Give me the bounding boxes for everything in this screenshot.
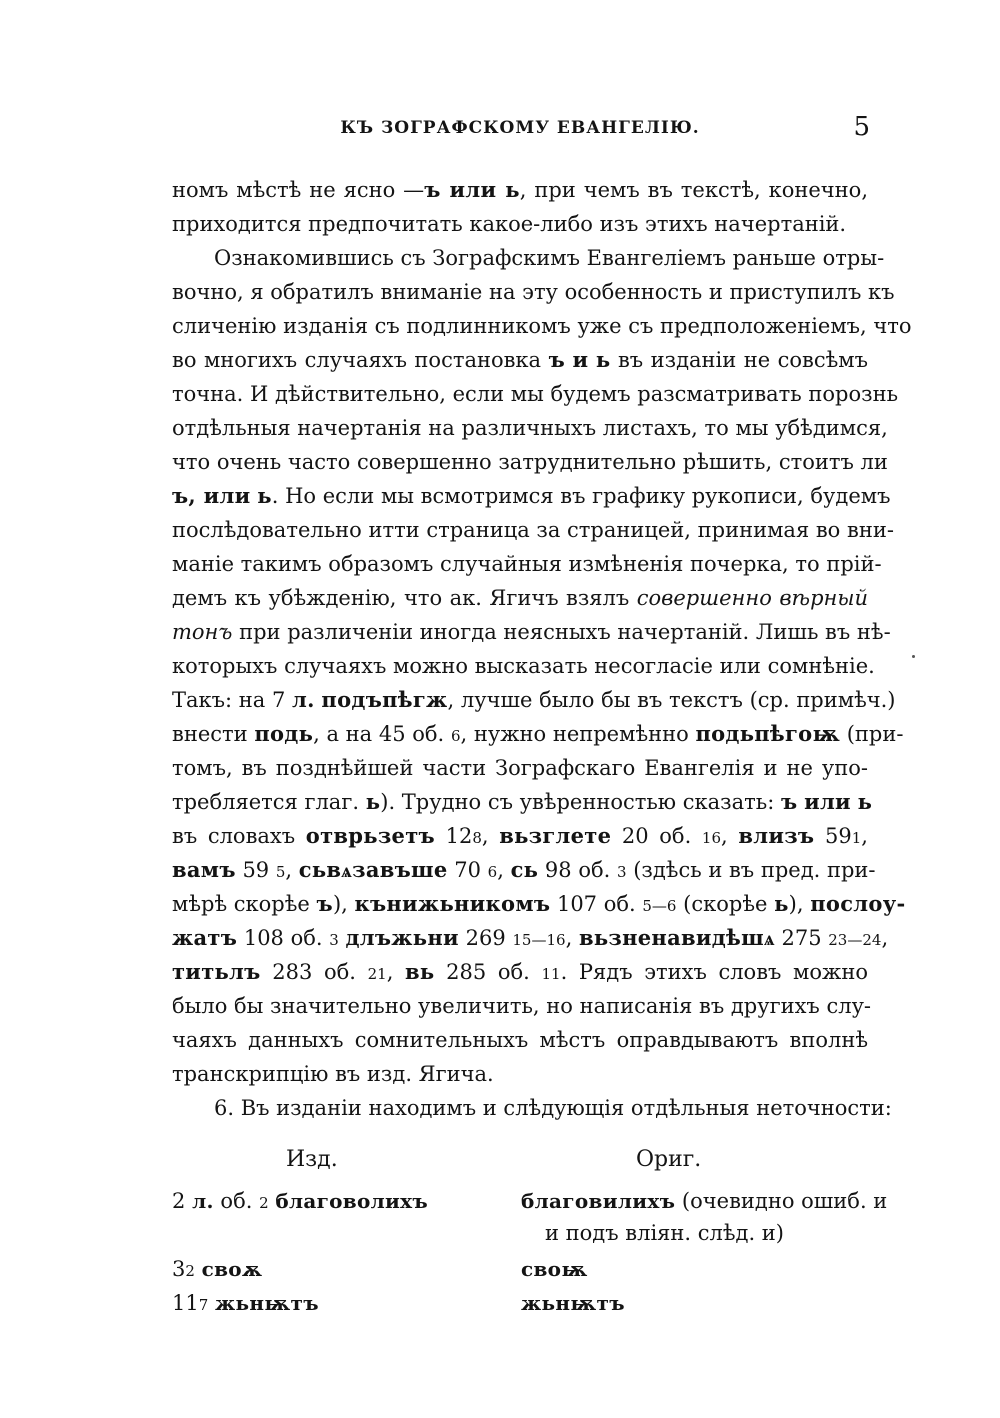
italic-phrase: совершенно вѣрный <box>636 586 868 610</box>
note-text: (очевидно ошиб. и <box>681 1189 888 1213</box>
ocs-letter: ъ <box>172 483 189 508</box>
text-line-5: сличенію изданія съ подлинникомъ уже съ предположеніемъ, что <box>172 314 912 338</box>
text-line-13 <box>172 581 868 615</box>
text-run: внести <box>172 722 248 746</box>
edition-reading: своѫ <box>201 1257 263 1281</box>
ocs-word: титьлъ <box>172 959 261 984</box>
folio-number: 59 <box>825 824 852 848</box>
text-line-25: было бы значительно увеличить, но написанія въ другихъ слу- <box>172 994 872 1018</box>
paper-speck <box>912 655 915 658</box>
text-line-2: приходится предпочитать какое-либо изъ этихъ начертаній. <box>172 212 847 236</box>
line-number: 3 <box>616 863 627 881</box>
line-number: 5 <box>275 863 286 881</box>
ocs-letter: ь <box>857 789 873 814</box>
original-reading: жьнѭтъ <box>521 1291 625 1315</box>
text-line-16 <box>172 683 896 717</box>
text-run: , а на 45 об. <box>313 722 445 746</box>
line-number: 7 <box>198 1296 209 1314</box>
text-line-9: что очень часто совершенно затруднительно рѣшить, стоитъ ли <box>172 450 888 474</box>
text-run: въ словахъ <box>172 824 296 848</box>
text-run: об. <box>220 1189 253 1213</box>
text-run: Такъ: на 7 <box>172 688 286 712</box>
folio-number: 275 <box>781 926 822 950</box>
text-run: , <box>565 926 573 950</box>
text-line-1 <box>172 173 868 207</box>
text-run: требляется глаг. <box>172 790 359 814</box>
folio-number: 59 <box>242 858 270 882</box>
text-line-22 <box>172 887 906 921</box>
text-line-12: маніе такимъ образомъ случайныя измѣненія почерка, то прій- <box>172 552 882 576</box>
folio-number: 70 <box>454 858 481 882</box>
text-run: ). Трудно съ увѣренностью сказать: <box>380 790 775 814</box>
ocs-word: подь <box>254 721 314 746</box>
ocs-letter: ь <box>774 891 789 916</box>
running-title: КЪ ЗОГРАФСКОМУ ЕВАНГЕЛІЮ. <box>340 118 700 138</box>
edition-reading: благоволихъ <box>275 1189 429 1213</box>
text-line-24 <box>172 955 868 989</box>
ocs-word: вьзненавидѣшѧ <box>578 925 775 950</box>
italic-phrase: тонъ <box>172 620 233 644</box>
text-line-20 <box>172 819 868 853</box>
folio-number: 20 об. <box>621 824 692 848</box>
text-line-14 <box>172 615 891 649</box>
text-line-6 <box>172 343 868 377</box>
ocs-letter: ъ <box>548 347 565 372</box>
text-run: , <box>285 858 293 882</box>
table-header-edition: Изд. <box>286 1147 338 1172</box>
text-run: , <box>481 824 489 848</box>
ocs-word: жатъ <box>172 925 238 950</box>
line-number: 16 <box>701 829 722 847</box>
ocs-word: вамъ <box>172 857 236 882</box>
folio-number: 269 <box>465 926 506 950</box>
text-line-28: 6. Въ изданіи находимъ и слѣдующія отдѣльныя неточности: <box>214 1096 892 1120</box>
text-run: , или <box>188 483 251 508</box>
ocs-word: отврьзетъ <box>305 823 435 848</box>
table-header-original: Ориг. <box>636 1147 702 1172</box>
ocs-word: подъпѣгж <box>321 687 448 712</box>
page-number: 5 <box>853 112 870 142</box>
text-run: (скорѣе <box>683 892 768 916</box>
text-line-21 <box>172 853 876 887</box>
line-number: 5—6 <box>642 897 677 915</box>
line-number: 2 <box>259 1194 269 1212</box>
line-number: 6 <box>450 727 461 745</box>
folio-number: 285 об. <box>446 960 530 984</box>
line-number: 11 <box>541 965 561 983</box>
text-line-4: вочно, я обратилъ вниманіе на эту особенность и приступилъ къ <box>172 280 895 304</box>
ocs-word: подьпѣгоѭ <box>695 721 841 746</box>
ocs-word: вь <box>405 959 435 984</box>
text-line-10 <box>172 479 891 513</box>
text-run: и <box>572 347 589 372</box>
text-line-17 <box>172 717 904 751</box>
folio-number: 108 об. <box>243 926 323 950</box>
text-line-15: которыхъ случаяхъ можно высказать несогласіе или сомнѣніе. <box>172 654 875 678</box>
ocs-word: послоу- <box>810 891 906 916</box>
text-run: (при- <box>846 722 904 746</box>
text-run: , нужно непремѣнно <box>460 722 689 746</box>
text-run: . Рядъ этихъ словъ можно <box>560 960 868 984</box>
text-run: . Но если мы всмотримся въ графику рукописи, будемъ <box>271 484 891 508</box>
ocs-letter: ъ <box>316 891 333 916</box>
line-number: 23—24 <box>828 931 882 949</box>
folio-number: 107 об. <box>556 892 636 916</box>
line-number: 21 <box>367 965 387 983</box>
ocs-abbrev: л. <box>192 1189 214 1213</box>
folio-number: 283 об. <box>272 960 356 984</box>
text-run: или <box>804 789 851 814</box>
text-run: , <box>861 824 868 848</box>
line-number: 1 <box>851 829 862 847</box>
ocs-word: сь <box>510 857 539 882</box>
table-row-3-right <box>521 1291 625 1315</box>
text-run: во многихъ случаяхъ постановка <box>172 348 542 372</box>
edition-reading: жьнѭтъ <box>214 1291 319 1315</box>
ocs-word: кънижьникомъ <box>354 891 551 916</box>
text-line-8: отдѣльныя начертанія на различныхъ листахъ, то мы убѣдимся, <box>172 416 888 440</box>
text-run: ), <box>788 892 804 916</box>
line-number: 15—16 <box>512 931 566 949</box>
ocs-word: вьзглете <box>499 823 612 848</box>
text-line-19 <box>172 785 873 819</box>
ocs-letter: ь <box>257 483 272 508</box>
text-line-7: точна. И дѣйствительно, если мы будемъ разсматривать порознь <box>172 382 899 406</box>
ocs-word: влизъ <box>738 823 815 848</box>
text-run: , при чемъ въ текстѣ, конечно, <box>519 178 868 202</box>
ocs-word: длъжьни <box>345 925 459 950</box>
text-line-18: томъ, въ позднѣйшей части Зографскаго Евангелія и не упо- <box>172 756 868 780</box>
table-row-1-right <box>521 1189 887 1213</box>
text-run: мѣрѣ скорѣе <box>172 892 310 916</box>
table-row-1-note <box>545 1221 784 1245</box>
text-line-27: транскрипцію въ изд. Ягича. <box>172 1062 494 1086</box>
folio-number: 98 об. <box>544 858 611 882</box>
ocs-abbrev: л. <box>292 687 315 712</box>
text-run: при различеніи иногда неясныхъ начертаній. Лишь въ нѣ- <box>239 620 891 644</box>
original-reading: своѭ <box>521 1257 588 1281</box>
folio-number: 12 <box>445 824 473 848</box>
ocs-letters: ъ или ь <box>424 177 520 202</box>
table-row-2-left <box>172 1257 262 1281</box>
text-run: , <box>721 824 728 848</box>
text-run: , лучше было бы въ текстъ (ср. примѣч.) <box>447 688 896 712</box>
line-number: 8 <box>472 829 482 847</box>
ocs-letter: ь <box>595 347 611 372</box>
table-row-2-right <box>521 1257 588 1281</box>
text-line-26: чаяхъ данныхъ сомнительныхъ мѣстъ оправдываютъ вполнѣ <box>172 1028 868 1052</box>
note-text: и подъ вліян. слѣд. и) <box>545 1221 784 1245</box>
ocs-letter: ъ <box>780 789 798 814</box>
text-run: номъ мѣстѣ не ясно — <box>172 178 425 202</box>
text-run: , <box>881 926 889 950</box>
text-run: (здѣсь и въ пред. при- <box>633 858 876 882</box>
line-number: 2 <box>185 1262 195 1280</box>
original-reading: благовилихъ <box>521 1189 676 1213</box>
text-run: , <box>386 960 394 984</box>
folio-number: 11 <box>172 1291 199 1315</box>
folio-number: 2 <box>172 1189 186 1213</box>
body-text <box>172 173 912 1125</box>
running-head <box>170 112 870 148</box>
table-row-1-left <box>172 1189 428 1213</box>
text-line-23 <box>172 921 889 955</box>
text-run: демъ къ убѣжденію, что ак. Ягичъ взялъ <box>172 586 630 610</box>
text-run: ), <box>332 892 348 916</box>
folio-number: 3 <box>172 1257 186 1281</box>
text-line-3: Ознакомившись съ Зографскимъ Евангеліемъ раньше отры- <box>214 246 885 270</box>
text-line-11: послѣдовательно итти страница за страницей, принимая во вни- <box>172 518 894 542</box>
table-row-3-left <box>172 1291 319 1315</box>
line-number: 3 <box>329 931 339 949</box>
ocs-letter: ь <box>365 789 381 814</box>
text-run: въ изданіи не совсѣмъ <box>617 348 868 372</box>
line-number: 6 <box>487 863 498 881</box>
ocs-word: сьвѧзавъше <box>298 857 448 882</box>
text-run: , <box>497 858 504 882</box>
